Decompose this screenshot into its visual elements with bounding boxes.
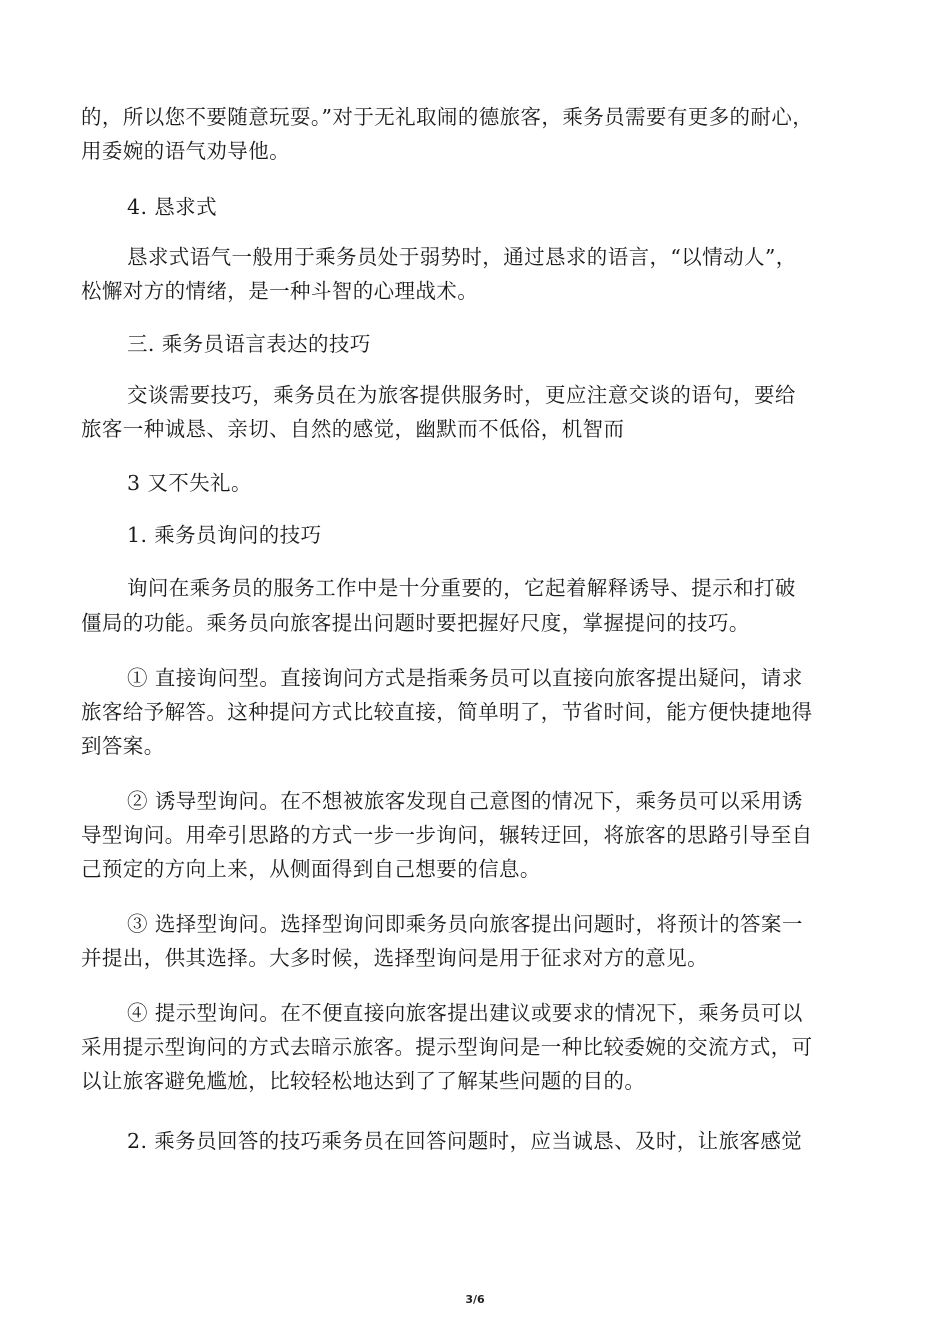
text-line: 恳求式语气一般用于乘务员处于弱势时，通过恳求的语言，“以情动人”， bbox=[127, 245, 797, 269]
text-line: 松懈对方的情绪，是一种斗智的心理战术。 bbox=[81, 279, 479, 303]
text-line: 3 又不失礼。 bbox=[127, 471, 252, 495]
text-line: 导型询问。用牵引思路的方式一步一步询问，辗转迂回，将旅客的思路引导至自 bbox=[81, 823, 813, 847]
text-line: ① 直接询问型。直接询问方式是指乘务员可以直接向旅客提出疑问，请求 bbox=[127, 666, 803, 690]
text-line: 僵局的功能。乘务员向旅客提出问题时要把握好尺度，掌握提问的技巧。 bbox=[81, 611, 750, 635]
section-heading: 4. 恳求式 bbox=[127, 195, 217, 219]
text-line: 旅客给予解答。这种提问方式比较直接，简单明了，节省时间，能方便快捷地得 bbox=[81, 700, 813, 724]
section-heading: 三. 乘务员语言表达的技巧 bbox=[127, 332, 371, 356]
text-line: 旅客一种诚恳、亲切、自然的感觉，幽默而不低俗，机智而 bbox=[81, 417, 625, 441]
text-line: 的，所以您不要随意玩耍。”对于无礼取闹的德旅客，乘务员需要有更多的耐心， bbox=[81, 105, 814, 129]
page-number: 3/6 bbox=[465, 1293, 485, 1306]
text-line: 己预定的方向上来，从侧面得到自己想要的信息。 bbox=[81, 857, 541, 881]
text-line: 到答案。 bbox=[81, 734, 165, 758]
text-line: 用委婉的语气劝导他。 bbox=[81, 139, 290, 163]
text-line: 2. 乘务员回答的技巧乘务员在回答问题时，应当诚恳、及时，让旅客感觉 bbox=[127, 1129, 803, 1153]
text-line: ③ 选择型询问。选择型询问即乘务员向旅客提出问题时，将预计的答案一 bbox=[127, 912, 803, 936]
text-line: 询问在乘务员的服务工作中是十分重要的，它起着解释诱导、提示和打破 bbox=[127, 576, 796, 600]
text-line: 交谈需要技巧，乘务员在为旅客提供服务时，更应注意交谈的语句，要给 bbox=[127, 383, 796, 407]
text-line: ④ 提示型询问。在不便直接向旅客提出建议或要求的情况下，乘务员可以 bbox=[127, 1001, 803, 1025]
text-line: 以让旅客避免尴尬，比较轻松地达到了了解某些问题的目的。 bbox=[81, 1069, 646, 1093]
section-heading: 1. 乘务员询问的技巧 bbox=[127, 523, 322, 547]
text-line: ② 诱导型询问。在不想被旅客发现自己意图的情况下，乘务员可以采用诱 bbox=[127, 789, 803, 813]
text-line: 并提出，供其选择。大多时候，选择型询问是用于征求对方的意见。 bbox=[81, 946, 708, 970]
text-line: 采用提示型询问的方式去暗示旅客。提示型询问是一种比较委婉的交流方式，可 bbox=[81, 1035, 813, 1059]
